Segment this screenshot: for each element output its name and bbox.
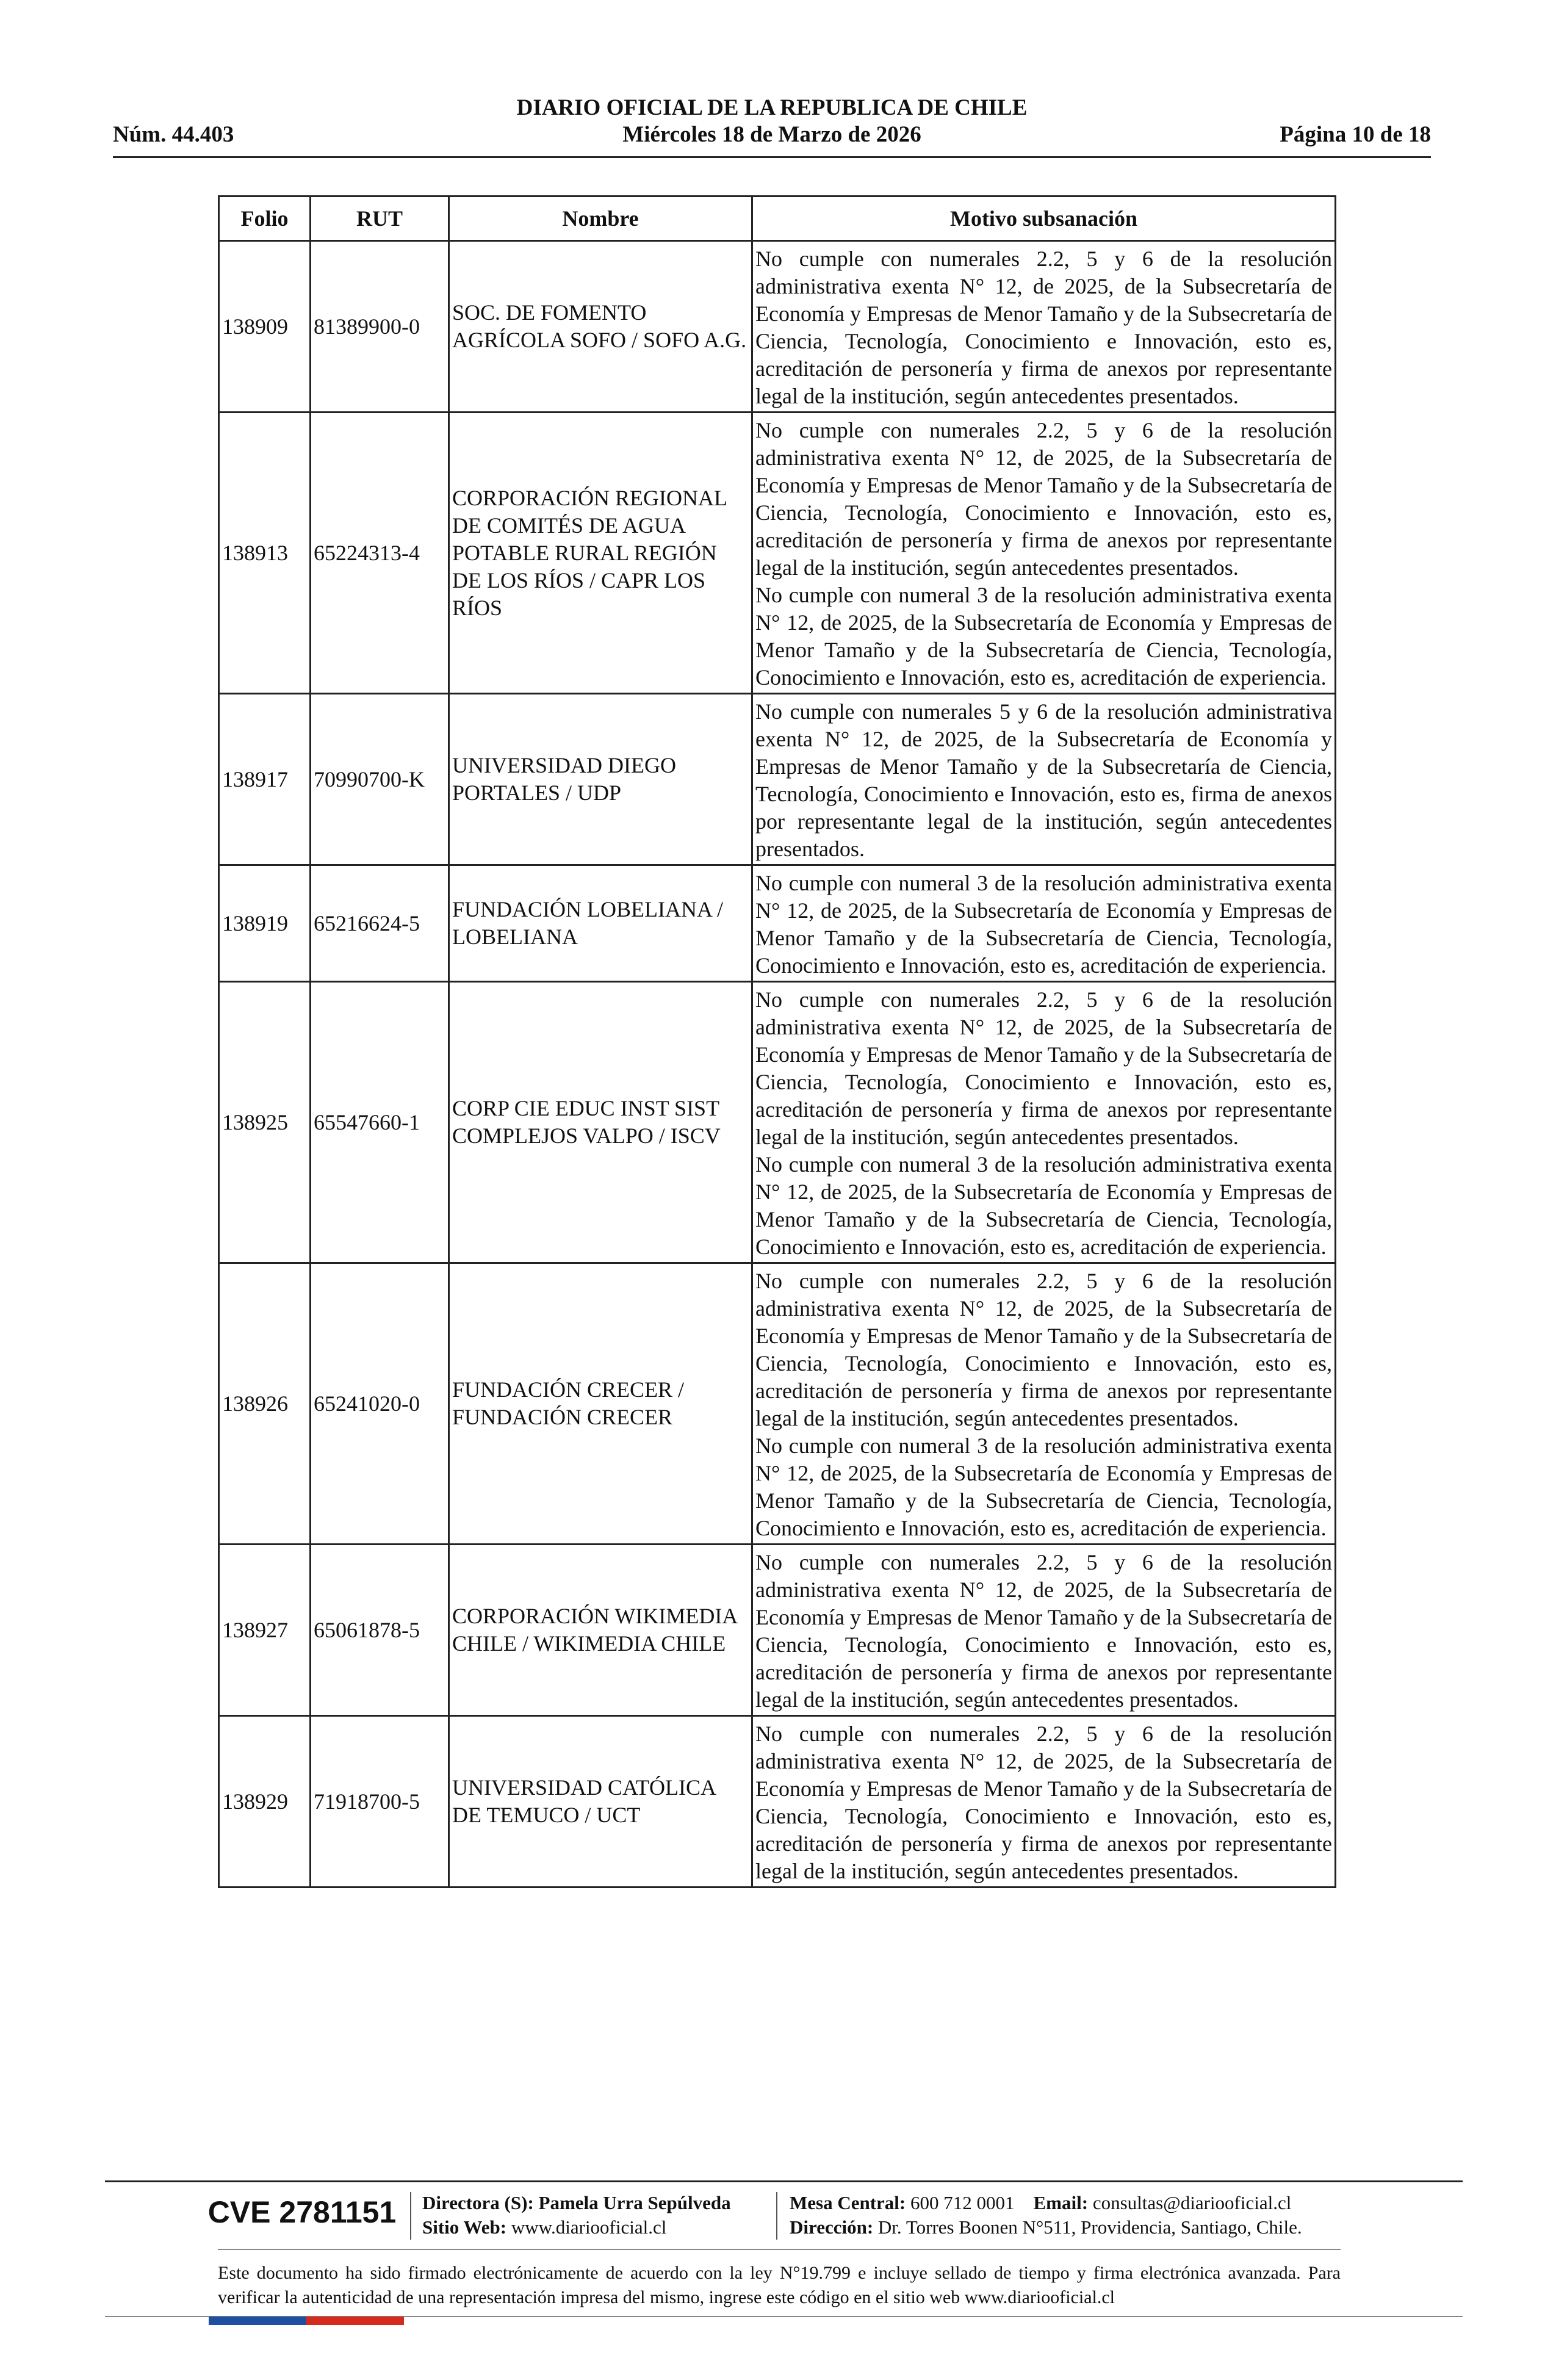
table-row — [219, 1545, 1336, 1716]
motivo-paragraph: No cumple con numeral 3 de la resolución administrativa exenta N° 12, de 2025, de la Subsecretaría de Economía y Empresas de Menor Tamaño y de la Subsecretaría de Ciencia, Tecnología, Conocimiento e Innovación, esto es, acreditación de experiencia. — [755, 1433, 1332, 1540]
table-row — [219, 413, 1336, 694]
page-header — [113, 95, 1431, 156]
folio-cell: 138909 — [219, 241, 311, 413]
motivo-paragraph: No cumple con numerales 2.2, 5 y 6 de la resolución administrativa exenta N° 12, de 2025, de la Subsecretaría de Economía y Empresas de Menor Tamaño y de la Subsecretaría de Ciencia, Tecnología, Conocimiento e Innovación, esto es, acreditación de personería y firma de anexos por representante legal de la institución, según antecedentes presentados. — [755, 987, 1332, 1149]
issue-number: Núm. 44.403 — [113, 122, 234, 147]
footer-divider-top — [105, 2180, 1463, 2182]
folio-cell: 138919 — [219, 865, 311, 982]
folio-cell: 138929 — [219, 1716, 311, 1888]
motivo-paragraph: No cumple con numerales 2.2, 5 y 6 de la resolución administrativa exenta N° 12, de 2025, de la Subsecretaría de Economía y Empresas de Menor Tamaño y de la Subsecretaría de Ciencia, Tecnología, Conocimiento e Innovación, esto es, acreditación de personería y firma de anexos por representante legal de la institución, según antecedentes presentados. — [755, 1550, 1332, 1712]
motivo-paragraph: No cumple con numerales 2.2, 5 y 6 de la resolución administrativa exenta N° 12, de 2025, de la Subsecretaría de Economía y Empresas de Menor Tamaño y de la Subsecretaría de Ciencia, Tecnología, Conocimiento e Innovación, esto es, acreditación de personería y firma de anexos por representante legal de la institución, según antecedentes presentados. — [755, 1722, 1332, 1883]
table-row — [219, 1263, 1336, 1545]
nombre-cell: CORPORACIÓN REGIONAL DE COMITÉS DE AGUA POTABLE RURAL REGIÓN DE LOS RÍOS / CAPR LOS RÍOS — [449, 413, 752, 694]
director-name: Pamela Urra Sepúlveda — [538, 2192, 731, 2213]
address-value: Dr. Torres Boonen N°511, Providencia, Santiago, Chile. — [877, 2216, 1302, 2238]
table-header-row — [219, 197, 1336, 241]
flag-stripe — [209, 2317, 404, 2325]
motivo-cell — [752, 1545, 1336, 1716]
page-number: Página 10 de 18 — [1280, 122, 1431, 147]
footer-contact-right — [790, 2191, 1302, 2240]
table-row — [219, 694, 1336, 865]
mesa-label: Mesa Central: — [790, 2192, 906, 2213]
motivo-cell — [752, 865, 1336, 982]
rut-cell: 65241020-0 — [311, 1263, 449, 1545]
folio-cell: 138917 — [219, 694, 311, 865]
publication-title: DIARIO OFICIAL DE LA REPUBLICA DE CHILE — [516, 95, 1028, 120]
footer-divider-middle — [218, 2249, 1341, 2250]
table-row — [219, 865, 1336, 982]
web-link[interactable]: www.diariooficial.cl — [511, 2216, 667, 2238]
cve-code: CVE 2781151 — [207, 2195, 397, 2229]
motivo-paragraph: No cumple con numerales 5 y 6 de la resolución administrativa exenta N° 12, de 2025, de la Subsecretaría de Economía y Empresas de Menor Tamaño y de la Subsecretaría de Ciencia, Tecnología, Conocimiento e Innovación, esto es, firma de anexos por representante legal de la institución, según antecedentes presentados. — [755, 699, 1332, 861]
folio-cell: 138925 — [219, 982, 311, 1263]
email-label: Email: — [1033, 2192, 1089, 2213]
rut-cell: 81389900-0 — [311, 241, 449, 413]
rut-cell: 65216624-5 — [311, 865, 449, 982]
signature-notice: Este documento ha sido firmado electrónicamente de acuerdo con la ley N°19.799 e incluye sellado de tiempo y firma electrónica avanzada. Para verificar la autenticidad de una representación impresa del mismo, ingrese este código en el sitio web www.diariooficial.cl — [218, 2263, 1341, 2307]
folio-cell: 138926 — [219, 1263, 311, 1545]
motivo-paragraph: No cumple con numerales 2.2, 5 y 6 de la resolución administrativa exenta N° 12, de 2025, de la Subsecretaría de Economía y Empresas de Menor Tamaño y de la Subsecretaría de Ciencia, Tecnología, Conocimiento e Innovación, esto es, acreditación de personería y firma de anexos por representante legal de la institución, según antecedentes presentados. — [755, 1269, 1332, 1430]
issue-date: Miércoles 18 de Marzo de 2026 — [622, 122, 921, 147]
mesa-phone: 600 712 0001 — [910, 2192, 1015, 2213]
motivo-paragraph: No cumple con numerales 2.2, 5 y 6 de la resolución administrativa exenta N° 12, de 2025, de la Subsecretaría de Economía y Empresas de Menor Tamaño y de la Subsecretaría de Ciencia, Tecnología, Conocimiento e Innovación, esto es, acreditación de personería y firma de anexos por representante legal de la institución, según antecedentes presentados. — [755, 418, 1332, 580]
column-header-nombre: Nombre — [449, 197, 752, 241]
column-header-rut: RUT — [311, 197, 449, 241]
director-label: Directora (S): — [422, 2192, 534, 2213]
rut-cell: 65061878-5 — [311, 1545, 449, 1716]
header-divider — [113, 156, 1431, 158]
motivo-paragraph: No cumple con numeral 3 de la resolución administrativa exenta N° 12, de 2025, de la Subsecretaría de Economía y Empresas de Menor Tamaño y de la Subsecretaría de Ciencia, Tecnología, Conocimiento e Innovación, esto es, acreditación de experiencia. — [755, 583, 1332, 690]
folio-cell: 138927 — [219, 1545, 311, 1716]
nombre-cell: FUNDACIÓN LOBELIANA / LOBELIANA — [449, 865, 752, 982]
email-link[interactable]: consultas@diariooficial.cl — [1092, 2192, 1292, 2213]
table-row — [219, 982, 1336, 1263]
address-label: Dirección: — [790, 2216, 874, 2238]
nombre-cell: CORP CIE EDUC INST SIST COMPLEJOS VALPO / ISCV — [449, 982, 752, 1263]
nombre-cell: CORPORACIÓN WIKIMEDIA CHILE / WIKIMEDIA CHILE — [449, 1545, 752, 1716]
motivo-cell — [752, 694, 1336, 865]
web-label: Sitio Web: — [422, 2216, 507, 2238]
column-header-motivo: Motivo subsanación — [752, 197, 1336, 241]
rut-cell: 70990700-K — [311, 694, 449, 865]
resolution-table — [218, 195, 1336, 1888]
folio-cell: 138913 — [219, 413, 311, 694]
flag-red-segment — [306, 2317, 404, 2325]
footer-separator — [776, 2192, 777, 2240]
motivo-cell — [752, 241, 1336, 413]
motivo-paragraph: No cumple con numeral 3 de la resolución administrativa exenta N° 12, de 2025, de la Subsecretaría de Economía y Empresas de Menor Tamaño y de la Subsecretaría de Ciencia, Tecnología, Conocimiento e Innovación, esto es, acreditación de experiencia. — [755, 871, 1332, 978]
motivo-cell — [752, 1716, 1336, 1888]
motivo-paragraph: No cumple con numerales 2.2, 5 y 6 de la resolución administrativa exenta N° 12, de 2025, de la Subsecretaría de Economía y Empresas de Menor Tamaño y de la Subsecretaría de Ciencia, Tecnología, Conocimiento e Innovación, esto es, acreditación de personería y firma de anexos por representante legal de la institución, según antecedentes presentados. — [755, 247, 1332, 408]
motivo-cell — [752, 982, 1336, 1263]
nombre-cell: SOC. DE FOMENTO AGRÍCOLA SOFO / SOFO A.G. — [449, 241, 752, 413]
motivo-cell — [752, 1263, 1336, 1545]
table-row — [219, 241, 1336, 413]
footer-contact-left — [422, 2191, 731, 2240]
rut-cell: 71918700-5 — [311, 1716, 449, 1888]
table-body — [219, 241, 1336, 1888]
motivo-paragraph: No cumple con numeral 3 de la resolución administrativa exenta N° 12, de 2025, de la Subsecretaría de Economía y Empresas de Menor Tamaño y de la Subsecretaría de Ciencia, Tecnología, Conocimiento e Innovación, esto es, acreditación de experiencia. — [755, 1152, 1332, 1259]
nombre-cell: UNIVERSIDAD CATÓLICA DE TEMUCO / UCT — [449, 1716, 752, 1888]
flag-blue-segment — [209, 2317, 306, 2325]
rut-cell: 65547660-1 — [311, 982, 449, 1263]
nombre-cell: UNIVERSIDAD DIEGO PORTALES / UDP — [449, 694, 752, 865]
table-row — [219, 1716, 1336, 1888]
footer-separator — [410, 2192, 411, 2240]
rut-cell: 65224313-4 — [311, 413, 449, 694]
nombre-cell: FUNDACIÓN CRECER / FUNDACIÓN CRECER — [449, 1263, 752, 1545]
motivo-cell — [752, 413, 1336, 694]
column-header-folio: Folio — [219, 197, 311, 241]
